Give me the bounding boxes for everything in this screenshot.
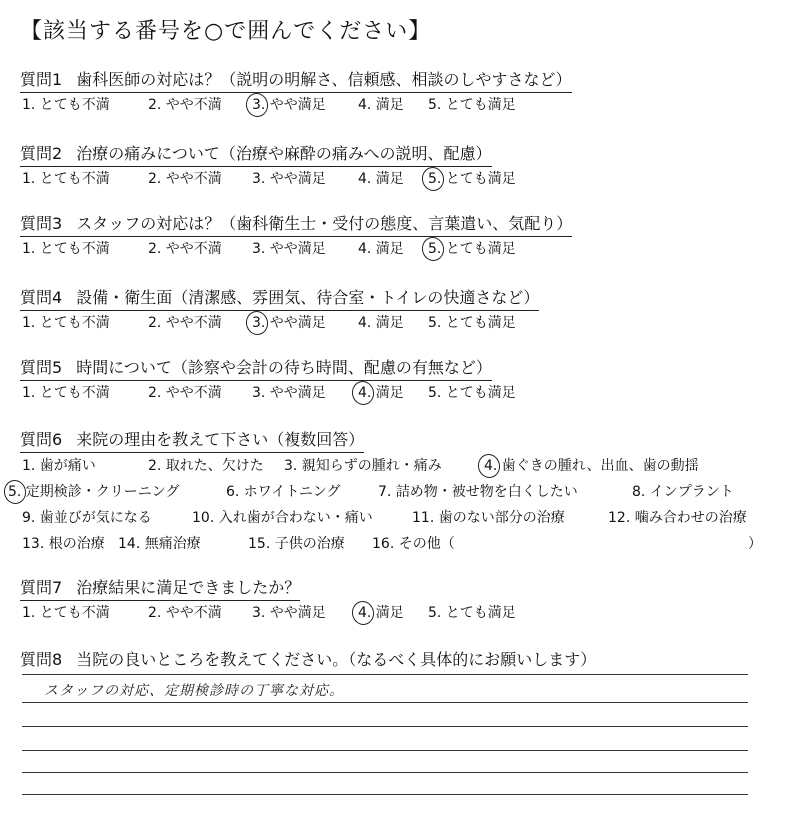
answer-line bbox=[22, 772, 748, 773]
option-3[interactable]: 3. やや満足 bbox=[252, 605, 326, 621]
option-3[interactable]: 3. やや満足 bbox=[252, 385, 326, 401]
option-5[interactable]: 5. とても満足 bbox=[428, 605, 516, 621]
option-5[interactable]: 5. とても満足 bbox=[428, 241, 516, 257]
question-number: 質問3 bbox=[20, 214, 63, 233]
reason-option-other[interactable]: 16. その他（ bbox=[372, 536, 455, 552]
free-answer-text[interactable]: スタッフの対応、定期検診時の丁寧な対応。 bbox=[44, 683, 344, 699]
reason-option[interactable]: 15. 子供の治療 bbox=[248, 536, 345, 552]
option-2[interactable]: 2. やや不満 bbox=[148, 171, 222, 187]
option-4[interactable]: 4. 満足 bbox=[358, 171, 404, 187]
question-7 bbox=[20, 578, 300, 601]
option-1[interactable]: 1. とても不満 bbox=[22, 315, 110, 331]
reason-option[interactable]: 5. 定期検診・クリーニング bbox=[8, 484, 180, 500]
reason-option[interactable]: 7. 詰め物・被せ物を白くしたい bbox=[378, 484, 578, 500]
reason-other-close: ） bbox=[748, 536, 762, 552]
option-5[interactable]: 5. とても満足 bbox=[428, 97, 516, 113]
answer-line bbox=[22, 726, 748, 727]
question-6 bbox=[20, 430, 364, 453]
option-2[interactable]: 2. やや不満 bbox=[148, 385, 222, 401]
answer-line bbox=[22, 702, 748, 703]
reason-option[interactable]: 13. 根の治療 bbox=[22, 536, 105, 552]
reason-option[interactable]: 8. インプラント bbox=[632, 484, 734, 500]
question-text: 歯科医師の対応は？（説明の明解さ、信頼感、相談のしやすさなど） bbox=[76, 70, 572, 89]
question-number: 質問8 bbox=[20, 650, 63, 669]
question-2 bbox=[20, 144, 492, 167]
page-title: 【該当する番号を○で囲んでください】 bbox=[20, 19, 432, 44]
reason-option[interactable]: 10. 入れ歯が合わない・痛い bbox=[192, 510, 373, 526]
reason-option[interactable]: 3. 親知らずの腫れ・痛み bbox=[284, 458, 442, 474]
question-number: 質問7 bbox=[20, 578, 63, 597]
question-text: スタッフの対応は？（歯科衛生士・受付の態度、言葉遣い、気配り） bbox=[76, 214, 573, 233]
question-text: 治療結果に満足できましたか？ bbox=[76, 578, 301, 597]
option-5[interactable]: 5. とても満足 bbox=[428, 385, 516, 401]
option-4[interactable]: 4. 満足 bbox=[358, 241, 404, 257]
option-4[interactable]: 4. 満足 bbox=[358, 605, 404, 621]
question-text: 治療の痛みについて（治療や麻酔の痛みへの説明、配慮） bbox=[76, 144, 492, 163]
question-1 bbox=[20, 70, 572, 93]
reason-option[interactable]: 2. 取れた、欠けた bbox=[148, 458, 264, 474]
question-text: 設備・衛生面（清潔感、雰囲気、待合室・トイレの快適さなど） bbox=[76, 288, 540, 307]
reason-option[interactable]: 14. 無痛治療 bbox=[118, 536, 201, 552]
reason-option[interactable]: 11. 歯のない部分の治療 bbox=[412, 510, 565, 526]
question-number: 質問4 bbox=[20, 288, 63, 307]
option-1[interactable]: 1. とても不満 bbox=[22, 171, 110, 187]
option-5[interactable]: 5. とても満足 bbox=[428, 315, 516, 331]
option-2[interactable]: 2. やや不満 bbox=[148, 605, 222, 621]
question-4 bbox=[20, 288, 539, 311]
question-number: 質問2 bbox=[20, 144, 63, 163]
question-number: 質問5 bbox=[20, 358, 63, 377]
option-4[interactable]: 4. 満足 bbox=[358, 315, 404, 331]
option-1[interactable]: 1. とても不満 bbox=[22, 385, 110, 401]
option-4[interactable]: 4. 満足 bbox=[358, 385, 404, 401]
option-2[interactable]: 2. やや不満 bbox=[148, 97, 222, 113]
question-5 bbox=[20, 358, 492, 381]
option-1[interactable]: 1. とても不満 bbox=[22, 241, 110, 257]
option-3[interactable]: 3. やや満足 bbox=[252, 97, 326, 113]
answer-line bbox=[22, 750, 748, 751]
option-2[interactable]: 2. やや不満 bbox=[148, 241, 222, 257]
question-number: 質問6 bbox=[20, 430, 63, 449]
option-5[interactable]: 5. とても満足 bbox=[428, 171, 516, 187]
reason-option[interactable]: 12. 噛み合わせの治療 bbox=[608, 510, 747, 526]
option-3[interactable]: 3. やや満足 bbox=[252, 171, 326, 187]
question-8 bbox=[20, 650, 596, 672]
option-1[interactable]: 1. とても不満 bbox=[22, 605, 110, 621]
option-3[interactable]: 3. やや満足 bbox=[252, 241, 326, 257]
option-2[interactable]: 2. やや不満 bbox=[148, 315, 222, 331]
answer-line bbox=[22, 674, 748, 675]
question-text: 時間について（診察や会計の待ち時間、配慮の有無など） bbox=[76, 358, 492, 377]
option-1[interactable]: 1. とても不満 bbox=[22, 97, 110, 113]
reason-option[interactable]: 1. 歯が痛い bbox=[22, 458, 96, 474]
option-4[interactable]: 4. 満足 bbox=[358, 97, 404, 113]
answer-line bbox=[22, 794, 748, 795]
reason-option[interactable]: 9. 歯並びが気になる bbox=[22, 510, 152, 526]
option-3[interactable]: 3. やや満足 bbox=[252, 315, 326, 331]
question-3 bbox=[20, 214, 572, 237]
question-text: 来院の理由を教えて下さい（複数回答） bbox=[76, 430, 365, 449]
reason-option[interactable]: 4. 歯ぐきの腫れ、出血、歯の動揺 bbox=[484, 458, 699, 474]
question-text: 当院の良いところを教えてください。（なるべく具体的にお願いします） bbox=[76, 650, 597, 669]
reason-option[interactable]: 6. ホワイトニング bbox=[226, 484, 341, 500]
question-number: 質問1 bbox=[20, 70, 63, 89]
